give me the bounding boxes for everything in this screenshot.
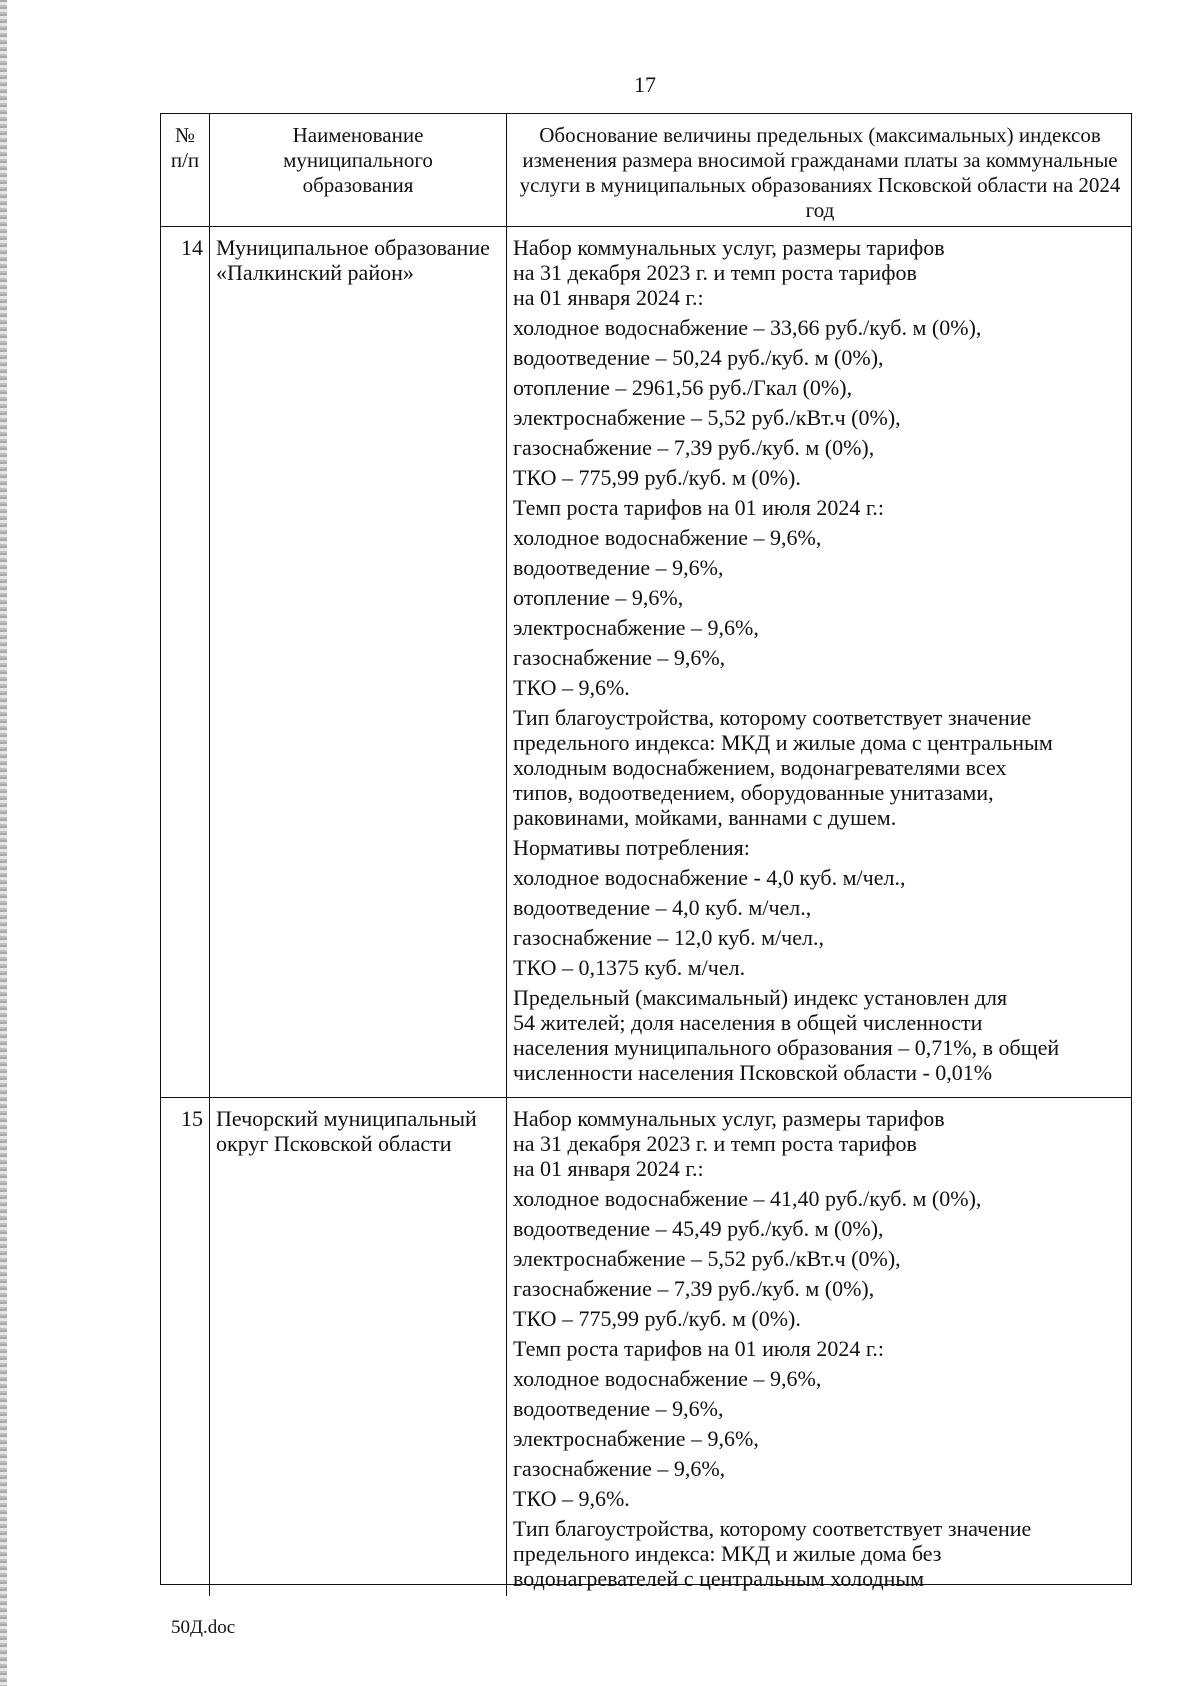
- text-line: водоотведение – 9,6%,: [513, 555, 724, 580]
- text-line: газоснабжение – 9,6%,: [513, 1456, 726, 1481]
- text-line: водоотведение – 9,6%,: [513, 1396, 724, 1421]
- justification-item: [513, 615, 1129, 640]
- page-number: 17: [634, 72, 656, 97]
- justification-paragraph: [513, 1516, 1129, 1591]
- justification-item: [513, 955, 1129, 980]
- municipality-name: Муниципальное образование «Палкинский район»: [209, 227, 506, 1097]
- text-line: Тип благоустройства, которому соответствует значение: [513, 705, 1032, 730]
- document-filename: 50Д.doc: [171, 1617, 236, 1638]
- justification-item: [513, 895, 1129, 920]
- table-row: [160, 227, 1132, 1098]
- text-line: газоснабжение – 12,0 куб. м/чел.,: [513, 925, 824, 950]
- table-row: [160, 1098, 1132, 1591]
- justification-item: [513, 1186, 1129, 1211]
- text-line: водонагревателей с центральным холодным: [513, 1566, 925, 1591]
- text-line: раковинами, мойками, ваннами с душем.: [513, 805, 897, 830]
- justification-item: [513, 465, 1129, 490]
- text-line: холодное водоснабжение – 41,40 руб./куб. м (0%),: [513, 1186, 982, 1211]
- text-line: электроснабжение – 5,52 руб./кВт.ч (0%),: [513, 405, 901, 430]
- text-line: Набор коммунальных услуг, размеры тарифов: [513, 235, 945, 260]
- justification-item: [513, 315, 1129, 340]
- justification-item: [513, 345, 1129, 370]
- justification-item: [513, 835, 1129, 860]
- justification-item: [513, 925, 1129, 950]
- text-line: Нормативы потребления:: [513, 835, 750, 860]
- text-line: населения муниципального образования – 0,71%, в общей: [513, 1035, 1060, 1060]
- table-header-row: [160, 113, 1132, 227]
- text-line: электроснабжение – 9,6%,: [513, 615, 759, 640]
- text-line: водоотведение – 4,0 куб. м/чел.,: [513, 895, 812, 920]
- justification-item: [513, 645, 1129, 670]
- row-number: 15: [181, 1106, 203, 1131]
- text-line: электроснабжение – 9,6%,: [513, 1426, 759, 1451]
- text-line: холодное водоснабжение – 9,6%,: [513, 1366, 822, 1391]
- row-number: 14: [181, 235, 203, 260]
- justification-item: [513, 1216, 1129, 1241]
- text-line: газоснабжение – 7,39 руб./куб. м (0%),: [513, 435, 875, 460]
- justification-item: [513, 375, 1129, 400]
- text-line: Темп роста тарифов на 01 июля 2024 г.:: [513, 1336, 885, 1361]
- justification-paragraph: [513, 985, 1129, 1085]
- justification-item: [513, 1336, 1129, 1361]
- text-line: электроснабжение – 5,52 руб./кВт.ч (0%),: [513, 1246, 901, 1271]
- justification-paragraph: [513, 1106, 1129, 1181]
- text-line: холодным водоснабжением, водонагревателями всех: [513, 755, 1007, 780]
- justification-paragraph: [513, 705, 1129, 830]
- tariff-table: [160, 113, 1132, 1591]
- justification-item: [513, 865, 1129, 890]
- text-line: на 01 января 2024 г.:: [513, 1156, 704, 1181]
- header-municipality: Наименование муниципального образования: [209, 114, 506, 226]
- municipality-name: Печорский муниципальный округ Псковской области: [209, 1098, 506, 1596]
- text-line: отопление – 9,6%,: [513, 585, 684, 610]
- justification-item: [513, 495, 1129, 520]
- justification-item: [513, 585, 1129, 610]
- text-line: 54 жителей; доля населения в общей численности: [513, 1010, 983, 1035]
- text-line: Набор коммунальных услуг, размеры тарифов: [513, 1106, 945, 1131]
- text-line: ТКО – 775,99 руб./куб. м (0%).: [513, 465, 801, 490]
- justification-item: [513, 525, 1129, 550]
- justification-item: [513, 1276, 1129, 1301]
- text-line: холодное водоснабжение - 4,0 куб. м/чел.,: [513, 865, 906, 890]
- text-line: водоотведение – 50,24 руб./куб. м (0%),: [513, 345, 884, 370]
- text-line: типов, водоотведением, оборудованные унитазами,: [513, 780, 994, 805]
- scan-edge-decoration: [0, 0, 7, 1686]
- text-line: водоотведение – 45,49 руб./куб. м (0%),: [513, 1216, 884, 1241]
- text-line: Предельный (максимальный) индекс установлен для: [513, 985, 1008, 1010]
- justification-item: [513, 1426, 1129, 1451]
- text-line: предельного индекса: МКД и жилые дома с центральным: [513, 730, 1053, 755]
- text-line: Темп роста тарифов на 01 июля 2024 г.:: [513, 495, 885, 520]
- justification-item: [513, 1486, 1129, 1511]
- text-line: на 31 декабря 2023 г. и темп роста тарифов: [513, 1131, 917, 1156]
- text-line: ТКО – 9,6%.: [513, 1486, 630, 1511]
- justification-paragraph: [513, 235, 1129, 310]
- text-line: численности населения Псковской области - 0,01%: [513, 1060, 993, 1085]
- justification-item: [513, 435, 1129, 460]
- text-line: холодное водоснабжение – 9,6%,: [513, 525, 822, 550]
- text-line: газоснабжение – 7,39 руб./куб. м (0%),: [513, 1276, 875, 1301]
- justification-item: [513, 1396, 1129, 1421]
- text-line: ТКО – 0,1375 куб. м/чел.: [513, 955, 746, 980]
- text-line: на 31 декабря 2023 г. и темп роста тарифов: [513, 260, 917, 285]
- justification-item: [513, 555, 1129, 580]
- header-justification: Обоснование величины предельных (максимальных) индексов изменения размера вносимой гражданами платы за коммунальные услуги в муниципальных образованиях Псковской области на 2024 год: [506, 114, 1133, 226]
- justification-item: [513, 1456, 1129, 1481]
- justification-cell: [506, 1098, 1133, 1596]
- text-line: Тип благоустройства, которому соответствует значение: [513, 1516, 1032, 1541]
- text-line: ТКО – 775,99 руб./куб. м (0%).: [513, 1306, 801, 1331]
- text-line: холодное водоснабжение – 33,66 руб./куб. м (0%),: [513, 315, 982, 340]
- justification-item: [513, 1366, 1129, 1391]
- header-number: № п/п: [170, 123, 200, 172]
- justification-item: [513, 405, 1129, 430]
- text-line: ТКО – 9,6%.: [513, 675, 630, 700]
- text-line: предельного индекса: МКД и жилые дома без: [513, 1541, 942, 1566]
- text-line: на 01 января 2024 г.:: [513, 285, 704, 310]
- justification-cell: [506, 227, 1133, 1097]
- justification-item: [513, 1246, 1129, 1271]
- justification-item: [513, 675, 1129, 700]
- text-line: газоснабжение – 9,6%,: [513, 645, 726, 670]
- justification-item: [513, 1306, 1129, 1331]
- text-line: отопление – 2961,56 руб./Гкал (0%),: [513, 375, 853, 400]
